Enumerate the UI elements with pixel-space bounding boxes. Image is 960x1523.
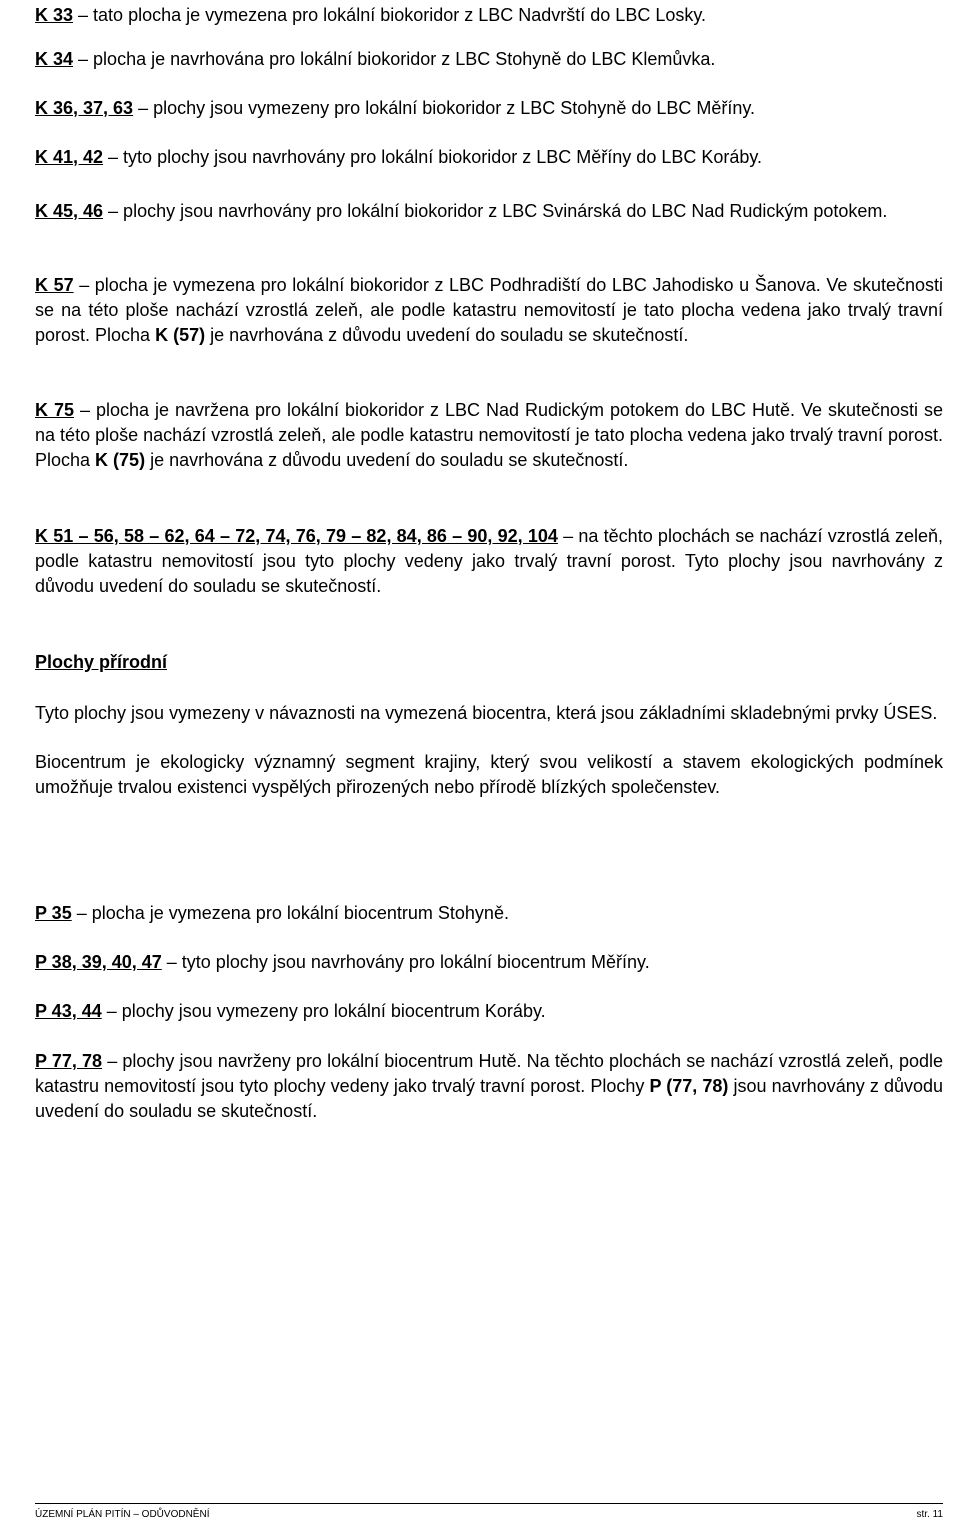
entry-tail: je navrhována z důvodu uvedení do souladu se skutečností. <box>145 450 629 470</box>
entry-bold-ref: K (75) <box>95 450 146 470</box>
entry-text: – plochy jsou vymezeny pro lokální biokoridor z LBC Stohyně do LBC Měříny. <box>133 98 756 118</box>
entry-p38 <box>35 950 943 975</box>
entry-text: – na těchto plochách se nachází vzrostlá zeleň, podle katastru nemovitostí jsou tyto plochy vedeny jako trvalý travní porost. Tyto plochy jsou navrhovány z důvodu uvedení do souladu se skutečností. <box>35 526 943 596</box>
entry-code: K 33 <box>35 5 74 25</box>
page-number: str. 11 <box>916 1509 943 1520</box>
entry-code: K 51 – 56, 58 – 62, 64 – 72, 74, 76, 79 – 82, 84, 86 – 90, 92, 104 <box>35 526 558 546</box>
entry-k45 <box>35 199 943 224</box>
entry-code: P 38, 39, 40, 47 <box>35 952 162 972</box>
entry-k75 <box>35 398 943 473</box>
entry-tail: je navrhována z důvodu uvedení do souladu se skutečností. <box>205 325 689 345</box>
entry-text: – tato plocha je vymezena pro lokální biokoridor z LBC Nadvrští do LBC Losky. <box>73 5 707 25</box>
entry-code: K 41, 42 <box>35 147 104 167</box>
entry-k33 <box>35 3 943 28</box>
entry-code: P 35 <box>35 903 72 923</box>
section-definition: Biocentrum je ekologicky významný segment krajiny, který svou velikostí a stavem ekologických podmínek umožňuje trvalou existenci vyspělých přirozených nebo přírodě blízkých společenstev. <box>35 752 943 797</box>
entry-k57 <box>35 273 943 348</box>
entry-code: K 57 <box>35 275 74 295</box>
page-footer <box>35 1503 943 1522</box>
section-intro: Tyto plochy jsou vymezeny v návaznosti na vymezená biocentra, která jsou základními skladebnými prvky ÚSES. <box>35 703 938 723</box>
entry-code: P 77, 78 <box>35 1051 103 1071</box>
entry-text: – plocha je vymezena pro lokální biokoridor z LBC Podhradiští do LBC Jahodisko u Šanova. Ve skutečnosti se na této ploše nachází vzrostlá zeleň, ale podle katastru nemovitostí je tato plocha vedena jako trvalý travní porost. Plocha <box>35 275 943 345</box>
entry-k34 <box>35 47 943 72</box>
entry-p77 <box>35 1049 943 1124</box>
entry-text: – plochy jsou navrhovány pro lokální biokoridor z LBC Svinárská do LBC Nad Rudickým potokem. <box>103 201 888 221</box>
entry-text: – plocha je vymezena pro lokální biocentrum Stohyně. <box>71 903 509 923</box>
entry-bold-ref: P (77, 78) <box>649 1076 729 1096</box>
footer-title: ÚZEMNÍ PLÁN PITÍN – ODŮVODNĚNÍ <box>35 1509 210 1520</box>
entry-text: – plochy jsou vymezeny pro lokální biocentrum Koráby. <box>101 1001 546 1021</box>
entry-text: – plocha je navržena pro lokální biokoridor z LBC Nad Rudickým potokem do LBC Hutě. Ve skutečnosti se na této ploše nachází vzrostlá zeleň, ale podle katastru nemovitostí je tato plocha vedena jako trvalý travní porost. Plocha <box>35 400 943 470</box>
entry-k41 <box>35 145 943 170</box>
entry-bold-ref: K (57) <box>155 325 206 345</box>
entry-text: – tyto plochy jsou navrhovány pro lokální biokoridor z LBC Měříny do LBC Koráby. <box>103 147 763 167</box>
entry-code: K 75 <box>35 400 74 420</box>
entry-code: K 36, 37, 63 <box>35 98 134 118</box>
entry-code: K 45, 46 <box>35 201 104 221</box>
entry-text: – plocha je navrhována pro lokální biokoridor z LBC Stohyně do LBC Klemůvka. <box>73 49 716 69</box>
entry-code: P 43, 44 <box>35 1001 102 1021</box>
entry-text: – plochy jsou navrženy pro lokální biocentrum Hutě. Na těchto plochách se nachází vzrostlá zeleň, podle katastru nemovitostí jsou tyto plochy vedeny jako trvalý travní porost. Plochy <box>35 1051 944 1096</box>
entry-p43 <box>35 999 943 1024</box>
entry-text: – tyto plochy jsou navrhovány pro lokální biocentrum Měříny. <box>161 952 650 972</box>
section-heading: Plochy přírodní <box>35 652 168 672</box>
entry-p35 <box>35 901 943 926</box>
entry-code: K 34 <box>35 49 74 69</box>
entry-k36 <box>35 96 943 121</box>
entry-k51 <box>35 524 943 599</box>
entry-tail: jsou navrhovány z důvodu uvedení do souladu se skutečností. <box>35 1076 943 1121</box>
